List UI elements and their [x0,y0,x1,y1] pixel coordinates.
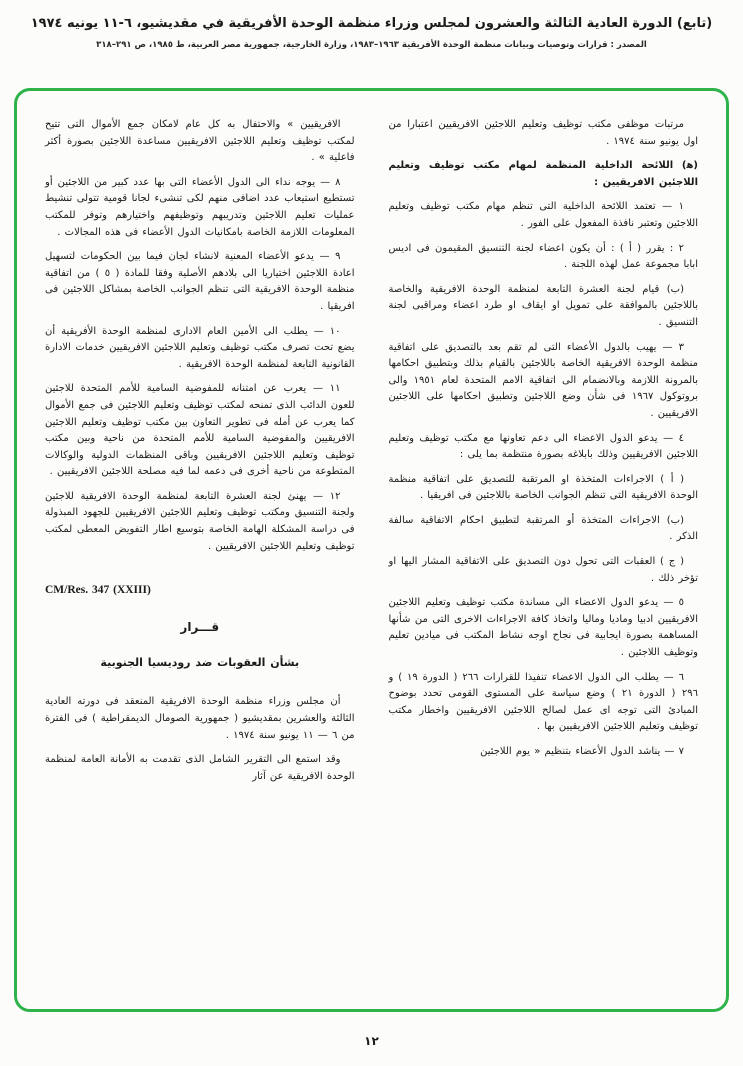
paragraph-right-10: ٥ — يدعو الدول الاعضاء الى مساندة مكتب توظيف وتعليم اللاجئين الافريقيين ادبيا وماديا وماليا واتخاذ كافة الاجراءات الاخرى التى من شأنها المساهمة بصورة ايجابية فى نجاح اوجه نشاط المكتب فى ميادين تعليم وتوظيف اللاجئين . [388,597,698,659]
paragraph-left-9: أن مجلس وزراء منظمة الوحدة الافريقية المنعقد فى دورته العادية الثالثة والعشرين بمقديشيو ( جمهورية الصومال الديمقراطية ) فى الفترة من ٦ — ١١ يونيو سنة ١٩٧٤ . [45,696,355,741]
paragraph-right-3: ٢ : يقرر ( أ ) : أن يكون اعضاء لجنة التنسيق المقيمون فى اديس ابابا مجموعة عمل لهذه اللجنة . [388,242,698,271]
paragraph-left-5: ١٢ — يهنئ لجنة العشرة التابعة لمنظمة الوحدة الافريقية للاجئين ولجنة التنسيق ومكتب توظيف وتعليم اللاجئين الافريقيين للجهود المبذولة فى دراسة المشكلة الهامة الخاصة بتوسيع اطار التفويض المعطى لمكتب توظيف وتعليم اللاجئين الافريقيين . [45,490,355,552]
paragraph-left-0: الافريقيين » والاحتفال به كل عام لامكان جمع الأموال التى تتيح لمكتب توظيف وتعليم اللاجئين الافريقيين مساعدة اللاجئين بصورة أكثر فاعلية » . [45,119,355,164]
paragraph-right-0: مرتبات موظفى مكتب توظيف وتعليم اللاجئين الافريقيين اعتبارا من اول يونيو سنة ١٩٧٤ . [388,119,698,147]
paragraph-right-1: (ﻫ) اللائحة الداخلية المنظمة لمهام مكتب توظيف وتعليم اللاجئين الافريقيين : [388,160,698,188]
paragraph-right-5: ٣ — يهيب بالدول الأعضاء التى لم تقم بعد بالتصديق على اتفاقية منظمة الوحدة الافريقية الخاصة باللاجئين بالقيام بذلك وبتطبيق احكامها بالمرونة اللازمة وبالانضمام الى اتفاقية الامم المتحدة لعام ١٩٥١ والى بروتوكول ١٩٦٧ فى شأن وضع اللاجئين وتطبيق احكامها على اللاجئين الافريقيين . [388,341,699,419]
column-left [45,117,355,983]
paragraph-left-7: قـــرار [180,620,220,635]
page-number: ١٢ [364,1034,379,1048]
content-border [14,88,729,1012]
paragraph-right-4: (ب) قيام لجنة العشرة التابعة لمنظمة الوحدة الافريقية والخاصة باللاجئين بالموافقة على تمويل او ايقاف او طرد اعضاء ومراقبى لجنة التنسيق . [388,283,698,328]
header-source-note: المصدر : قرارات وتوصيات وبيانات منظمة الوحدة الأفريقية ١٩٦٣–١٩٨٣، وزارة الخارجية، جمهورية مصر العربية، ط ١٩٨٥، ص ٢٩١–٣١٨ [96,39,647,50]
paragraph-right-11: ٦ — يطلب الى الدول الاعضاء تنفيذا للقرارات ٢٦٦ ( الدورة ١٩ ) و ٢٩٦ ( الدورة ٢١ ) وضع سياسة على المستوى القومى تحدد بوضوح المبادئ التى توجه اى عمل لصالح اللاجئين الافريقيين واخطار مكتب توظيف وتعليم اللاجئين الافريقيين بها . [388,671,698,733]
document-header [0,0,743,50]
paragraph-left-10: وقد استمع الى التقرير الشامل الذى تقدمت به الأمانة العامة لمنظمة الوحدة الافريقية عن آثار [45,754,355,782]
paragraph-left-2: ٩ — يدعو الأعضاء المعنية لانشاء لجان فيما بين الحكومات لتسهيل اعادة اللاجئين اختياريا الى بلادهم الأصلية وفقا للمادة ( ٥ ) من اتفاقية منظمة الوحدة الافريقية التى تنظم الجوانب الخاصة بمشاكل اللاجئين فى افريقيا . [45,251,355,312]
paragraph-right-7: ( أ ) الاجراءات المتخذة او المرتقبة للتصديق على اتفاقية منظمة الوحدة الافريقية التى تنظم الجوانب الخاصة باللاجئين فى افريقيا . [388,473,698,502]
column-right [389,117,699,983]
paragraph-right-6: ٤ — يدعو الدول الاعضاء الى دعم تعاونها مع مكتب توظيف وتعليم اللاجئين الافريقيين وذلك بابلاغه بصورة منتظمة بما يلى : [388,432,698,461]
paragraph-right-8: (ب) الاجراءات المتخذة أو المرتقبة لتطبيق احكام الاتفاقية سالفة الذكر . [388,514,698,543]
two-column-layout [45,117,698,983]
paragraph-right-12: ٧ — يناشد الدول الأعضاء بتنظيم « يوم اللاجئين [480,746,684,757]
paragraph-left-8: بشأن العقوبات ضد روديسيا الجنوبية [100,656,300,670]
paragraph-left-1: ٨ — يوجه نداء الى الدول الأعضاء التى بها عدد كبير من اللاجئين أو تستطيع استيعاب عدد اضافى منهم لكى تنشىء لجانا قومية تتولى تنشيط عمليات تعليم اللاجئين وتدريبهم وتوظيفهم واختيارهم وتوفر للمكتب المعلومات اللازمة الخاصة بامكانيات الدول الأعضاء فى هذه المجالات . [45,176,355,238]
paragraph-right-2: ١ — تعتمد اللائحة الداخلية التى تنظم مهام مكتب توظيف وتعليم اللاجئين وتعتبر نافذة المفعول على الفور . [388,201,698,229]
paragraph-left-3: ١٠ — يطلب الى الأمين العام الادارى لمنظمة الوحدة الأفريقية أن يضع تحت تصرف مكتب توظيف وتعليم اللاجئين الافريقيين خدمات الادارة القانونية التابعة لمنظمة الوحدة الافريقية . [45,325,355,370]
paragraph-left-6: CM/Res. 347 (XXIII) [45,584,151,597]
paragraph-right-9: ( ج ) العقبات التى تحول دون التصديق على الاتفاقية المشار اليها او تؤخر ذلك . [388,556,698,584]
header-title: (تابع) الدورة العادية الثالثة والعشرون لمجلس وزراء منظمة الوحدة الأفريقية في مقديشيو، ٦-١١ يونيه ١٩٧٤ [30,16,713,31]
paragraph-left-4: ١١ — يعرب عن امتنانه للمفوضية السامية للأمم المتحدة للاجئين للعون الدائب الذى تمنحه لمكتب توظيف وتعليم اللاجئين فى جمع الأموال كما يعرب عن أمله فى تطوير التعاون بين مكتب توظيف وتعليم اللاجئين الافريقيين والمفوضية السامية للأمم المتحدة من ناحية وبين مكتب توظيف وتعليم اللاجئين الافريقيين وباقى المنظمات الدولية والوكالات المتطوعة من ناحية أخرى فى دعمه لما فيه مصلحة اللاجئين الافريقيين . [45,383,355,478]
